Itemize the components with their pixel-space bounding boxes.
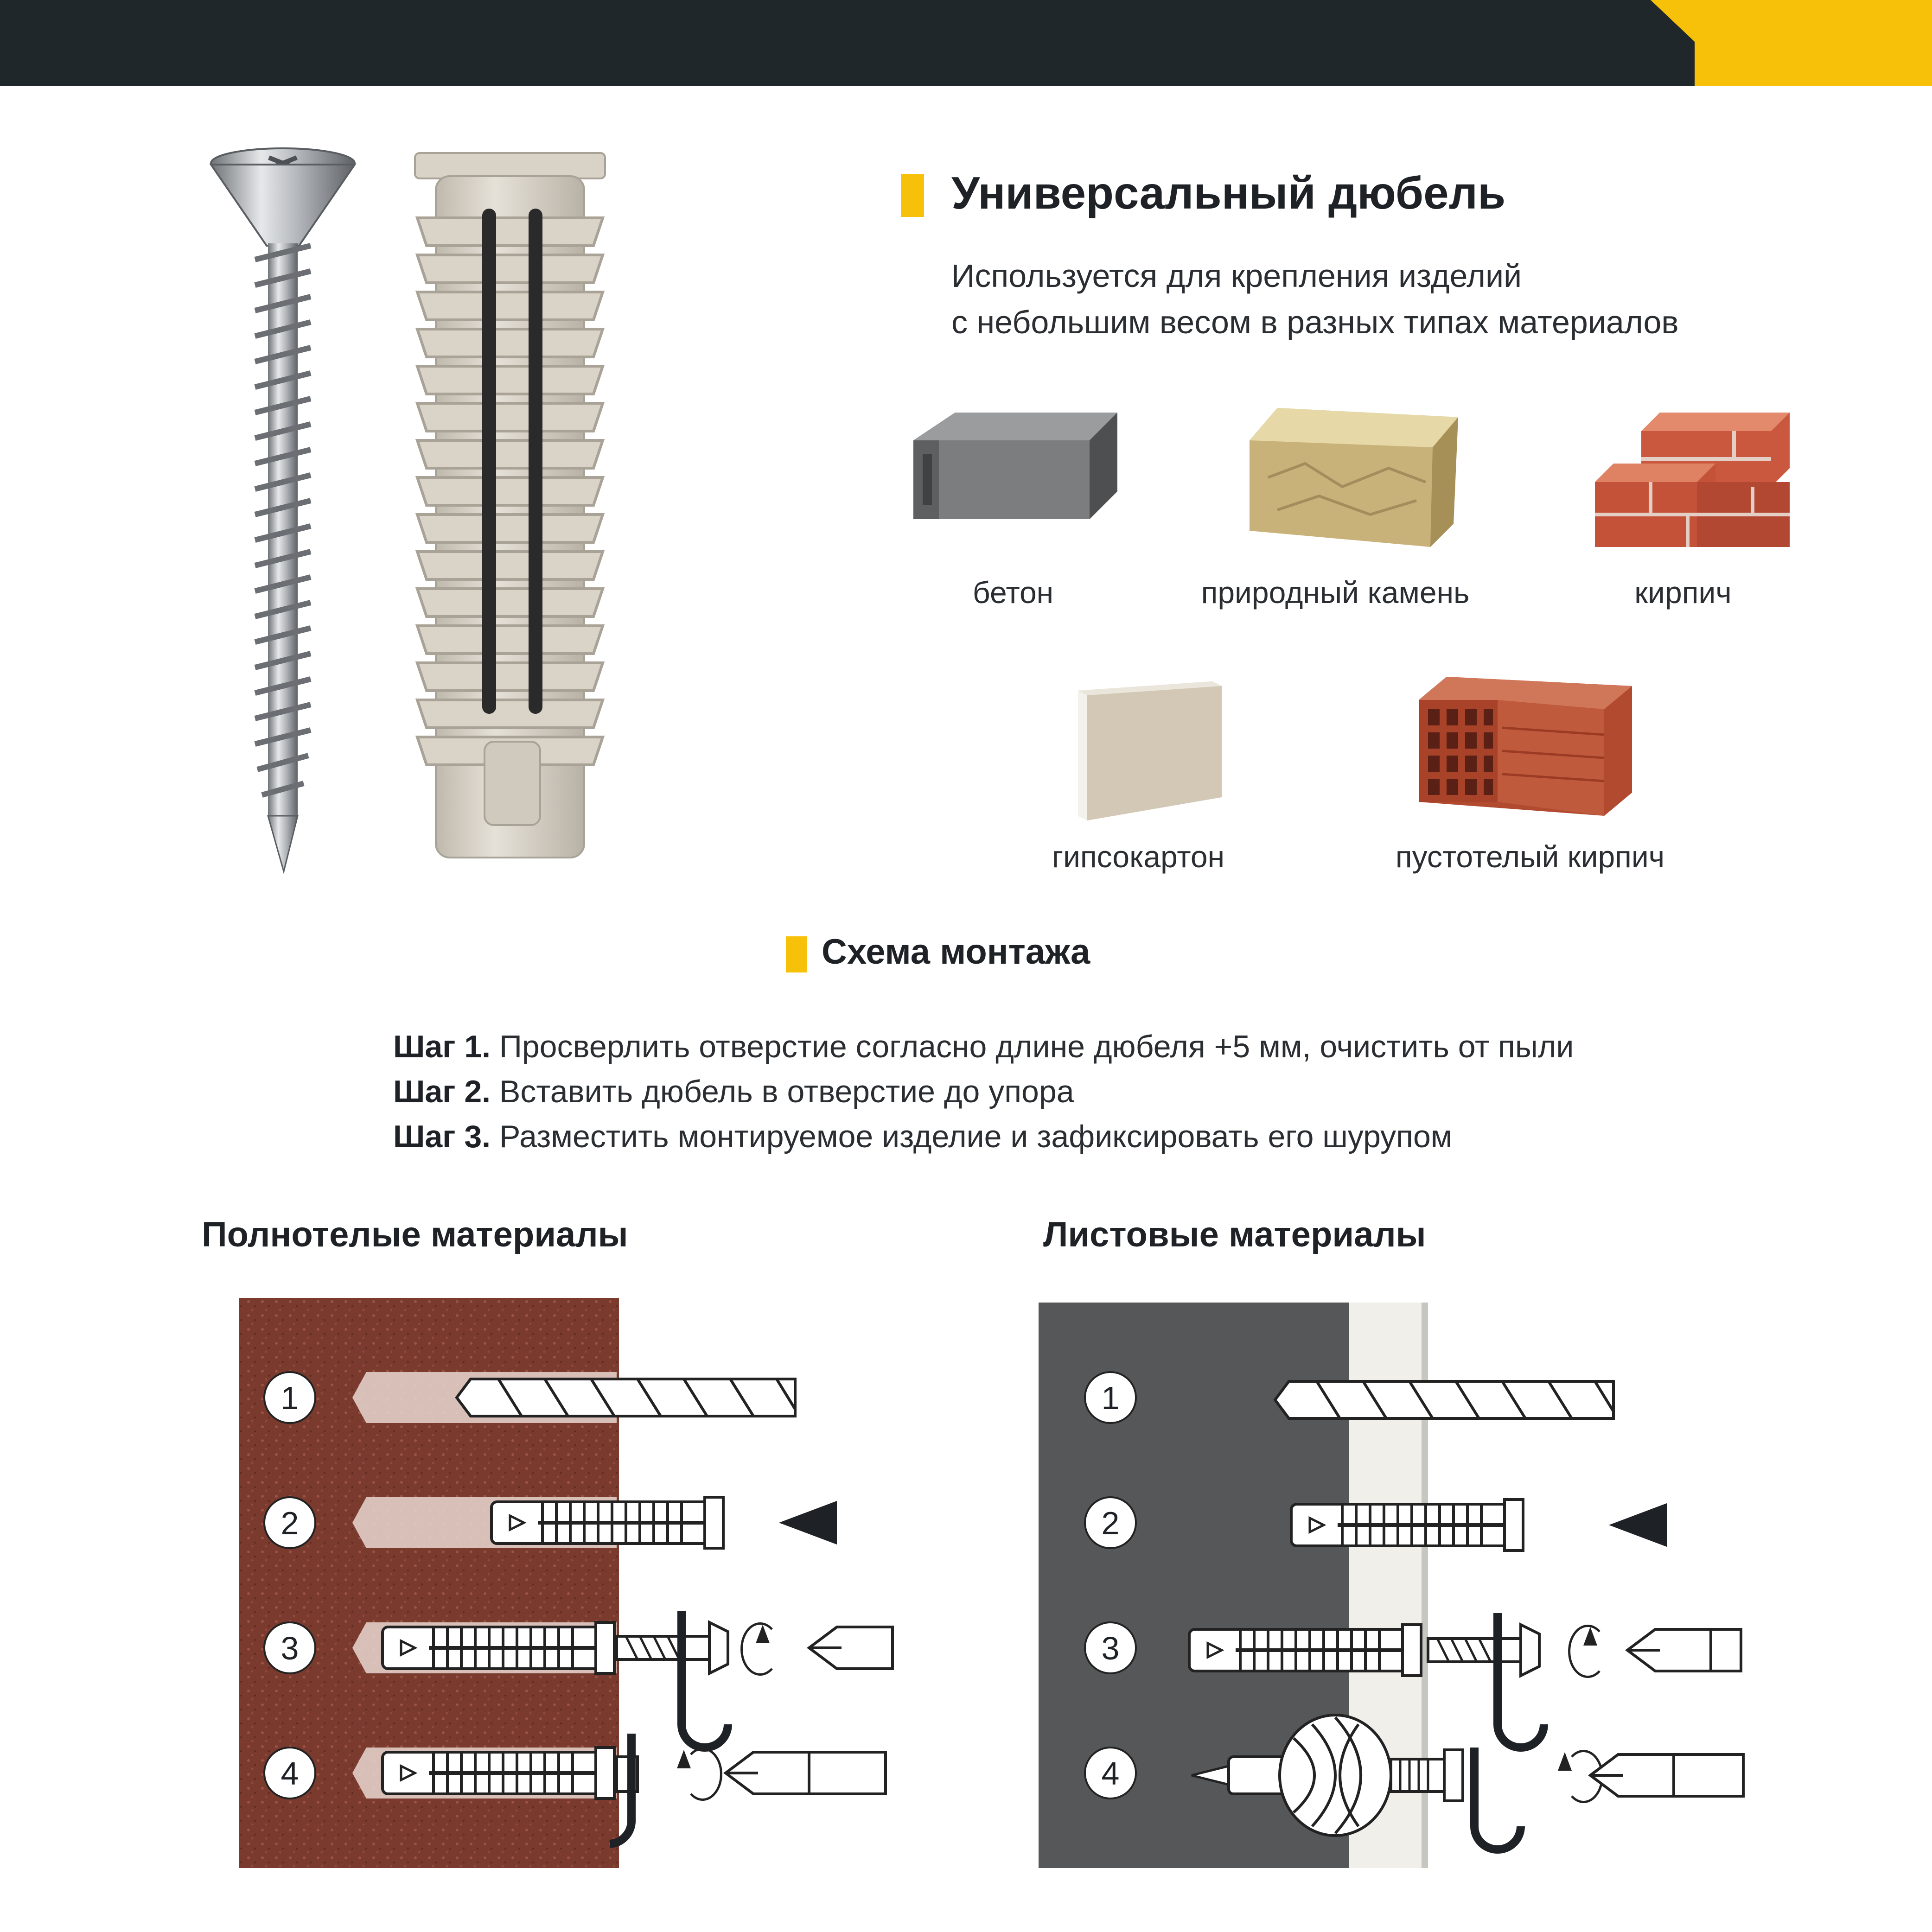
step-2-label: Шаг 2. [393, 1074, 491, 1109]
installation-accent-mark [786, 936, 807, 972]
product-title: Универсальный дюбель [951, 167, 1506, 218]
solid-step-number-1: 1 [281, 1380, 299, 1416]
top-banner [0, 0, 1932, 86]
concrete-block-icon [913, 413, 1117, 552]
diagram-solid-materials [232, 1298, 904, 1882]
product-description-line-1: Используется для крепления изделий [951, 258, 1522, 294]
brick-icon [1595, 413, 1790, 552]
step-1-label: Шаг 1. [393, 1029, 491, 1064]
installation-steps [393, 1024, 1574, 1159]
material-label-brick: кирпич [1634, 575, 1732, 610]
title-accent-mark [901, 174, 924, 217]
drywall-icon [1073, 677, 1226, 825]
step-2-text: Вставить дюбель в отверстие до упора [491, 1074, 1074, 1109]
natural-stone-icon [1250, 408, 1458, 556]
dowel-icon [415, 153, 605, 858]
hollow-brick-icon [1419, 677, 1632, 825]
screw-icon [211, 148, 355, 871]
solid-step-number-4: 4 [281, 1755, 299, 1792]
diagram-solid-title: Полнотелые материалы [202, 1215, 628, 1254]
installation-title: Схема монтажа [822, 932, 1090, 972]
product-description-line-2: с небольшим весом в разных типах материалов [951, 304, 1679, 340]
sheet-step-number-2: 2 [1101, 1505, 1120, 1541]
material-label-hollow-brick: пустотелый кирпич [1395, 839, 1665, 874]
solid-step-number-3: 3 [281, 1630, 299, 1666]
step-1-text: Просверлить отверстие согласно длине дюбеля +5 мм, очистить от пыли [491, 1029, 1574, 1064]
sheet-step-number-4: 4 [1101, 1755, 1120, 1792]
sheet-step-number-3: 3 [1101, 1630, 1120, 1666]
material-label-concrete: бетон [972, 575, 1054, 610]
diagram-sheet-materials [1034, 1298, 1776, 1882]
step-2 [393, 1069, 1574, 1114]
step-3-text: Разместить монтируемое изделие и зафиксировать его шурупом [491, 1119, 1453, 1154]
material-label-natural-stone: природный камень [1201, 575, 1470, 610]
solid-step-number-2: 2 [281, 1505, 299, 1541]
step-3 [393, 1114, 1574, 1159]
sheet-step-number-1: 1 [1101, 1380, 1120, 1416]
sheet-push-arrow-icon [1609, 1503, 1667, 1547]
diagram-sheet-title: Листовые материалы [1043, 1215, 1426, 1254]
step-1 [393, 1024, 1574, 1069]
step-3-label: Шаг 3. [393, 1119, 491, 1154]
push-arrow-icon [779, 1501, 837, 1544]
material-label-drywall: гипсокартон [1052, 839, 1225, 874]
screw-and-dowel-illustration [195, 139, 640, 881]
